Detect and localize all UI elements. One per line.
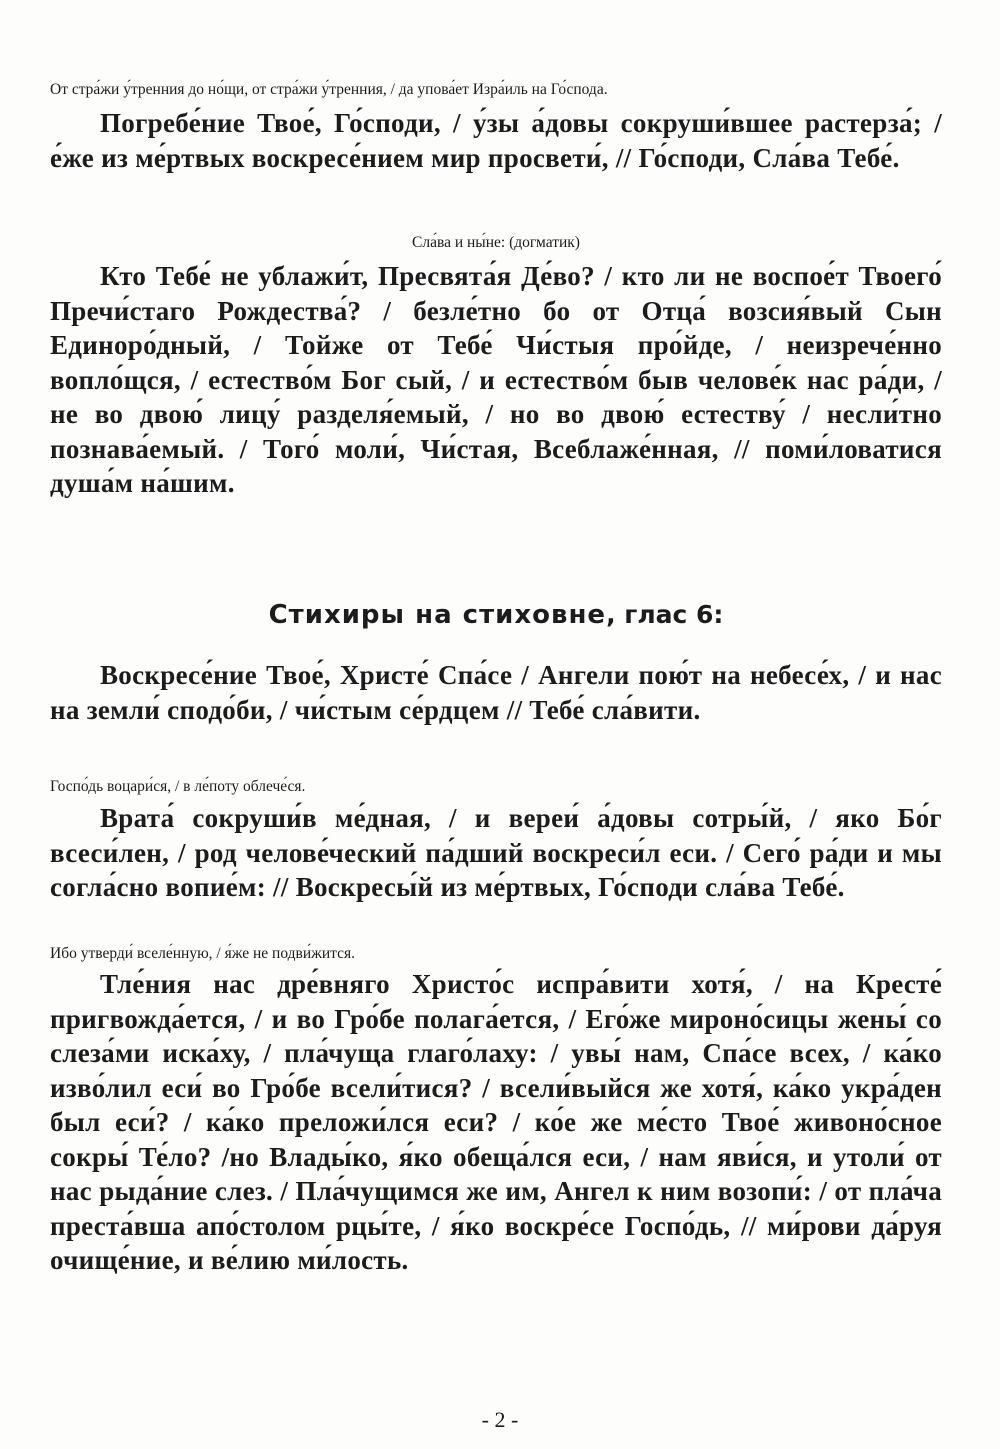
refrain-morning-watch: От стра́жи у́тренния до но́щи, от стра́жи у́тренния, / да упова́ет Изра́иль на Го́спода.	[50, 81, 608, 98]
dogmatik-text: Кто Тебе́ не ублажи́т, Пресвята́я Де́во? / кто ли не воспое́т Твоего́ Пречи́стаго Рождества́? / безле́тно бо от Отца́ возсия́вый Сын Единоро́дный, / Тойже от Тебе́ Чи́стыя про́йде, / неизрече́нно вопло́щся, / естество́м Бог сый, / и естество́м быв челове́к нас ра́ди, / не во двою́ лицу́ разделя́емый, / но во двою́ естеству́ / несли́тно познава́емый. / Того́ моли́, Чи́стая, Всеблаже́нная, // поми́ловатися душа́м на́шим.	[50, 261, 942, 498]
refrain-lord-reigns: Госпо́дь воцари́ся, / в ле́поту облече́ся.	[50, 778, 306, 795]
refrain-established: Ибо утверди́ вселе́нную, / я́же не подви́жится.	[50, 945, 355, 962]
sticheron-3: Тле́ния нас дре́вняго Христо́с испра́вити хотя́, / на Кресте́ пригвожда́ется, / и во Гро́бе полага́ется, / Его́же мироно́сицы жены́ со слеза́ми иска́ху, / пла́чуща глаго́лаху: / увы́ нам, Спа́се всех, / ка́ко изво́лил еси́ во Гро́бе всели́тися? / всели́выйся же хотя́, ка́ко укра́ден был еси́? / ка́ко преложи́лся еси? / ко́е же ме́сто Твое́ живоно́сное сокры́ Те́ло? /но Влады́ко, я́ко обеща́лся еси, / нам яви́ся, и утоли́ от нас рыда́ние слез. / Пла́чущимся же им, Ангел к ним возопи́: / от пла́ча преста́вша апо́столом рцы́те, / я́ко воскре́се Госпо́дь, // ми́рови да́руя очище́ние, и ве́лию ми́лость.	[50, 969, 942, 1275]
section-title: Стихиры на стиховне	[268, 600, 607, 630]
section-tone: , глас 6:	[606, 600, 724, 629]
page-number: - 2 -	[481, 1407, 519, 1432]
slava-label: Сла́ва и ны́не: (догматик)	[412, 234, 580, 251]
sticheron-2: Врата́ сокруши́в ме́дная, / и вереи́ а́довы сотры́й, / яко Бо́г всеси́лен, / род челове́ческий па́дший воскреси́л еси. / Сего́ ра́ди и мы согла́сно вопие́м: // Воскресы́й из ме́ртвых, Го́споди сла́ва Тебе́.	[50, 803, 942, 902]
sticheron-1: Воскресе́ние Твое́, Христе́ Спа́се / Ангели пою́т на небесе́х, / и нас на земли́ сподо́би, / чи́стым се́рдцем // Тебе́ сла́вити.	[50, 660, 942, 725]
section-heading	[50, 598, 942, 631]
verse-burial: Погребе́ние Твое́, Го́споди, / у́зы а́довы сокруши́вшее растерза́; / е́же из ме́ртвых воскресе́нием мир просвети́, // Го́споди, Сла́ва Тебе́.	[50, 108, 942, 173]
